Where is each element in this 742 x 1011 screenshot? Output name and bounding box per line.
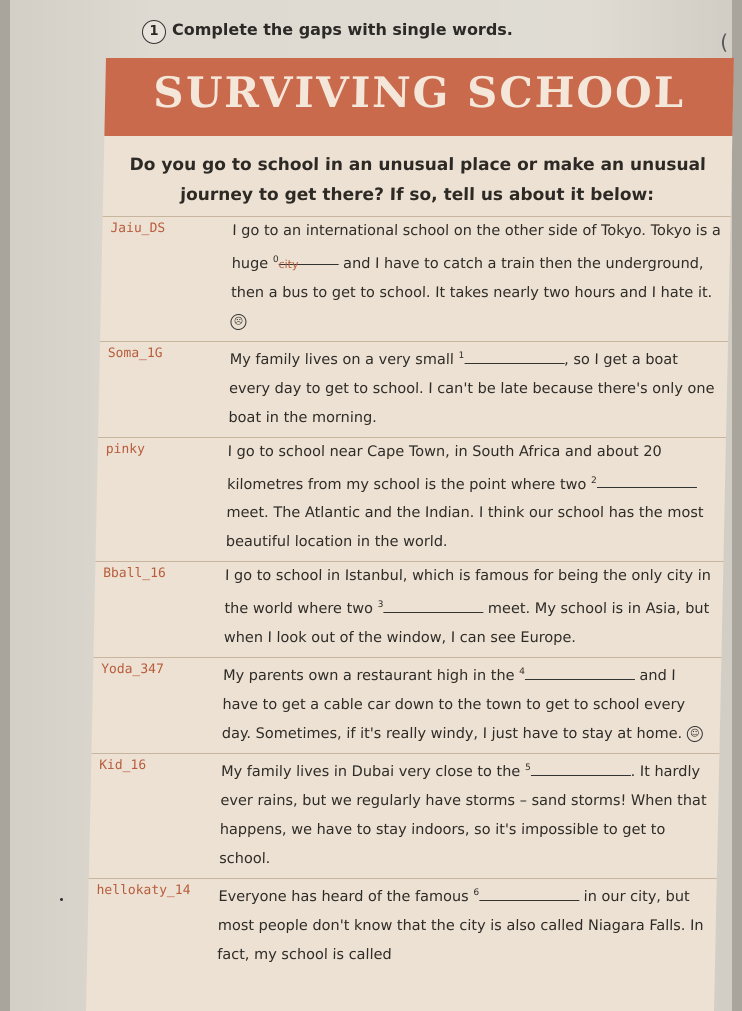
post-text [223, 562, 715, 657]
forum-post [98, 341, 728, 437]
post-text [221, 658, 713, 753]
forum-post [93, 561, 723, 657]
post-username: Jaiu_DS [110, 221, 166, 236]
post-text-after-gap: and I have to get a cable car down to the town to get to school every day. Sometimes, if it's really windy, I just have to stay at home. [221, 668, 686, 743]
forum-post [100, 216, 731, 341]
post-text-before-gap: Everyone has heard of the famous [218, 888, 474, 905]
post-text-after-gap: , so I get a boat every day to get to school. I can't be late because there's only one boat in the morning. [228, 351, 715, 426]
page-edge-mark: ( [720, 30, 728, 54]
gap-blank[interactable] [531, 759, 631, 776]
gap-number: 1 [458, 350, 465, 361]
post-username: pinky [105, 441, 146, 457]
gap-number: 4 [519, 667, 526, 678]
post-text-after-gap: in our city, but most people don't know that the city is also called Niagara Falls. In fact, my school is called [217, 888, 704, 963]
gap-number: 2 [590, 475, 597, 486]
post-text-before-gap: My parents own a restaurant high in the [222, 668, 520, 685]
forum-post [89, 753, 720, 878]
post-text-before-gap: My family lives in Dubai very close to the [220, 763, 526, 780]
page-title: SURVIVING SCHOOL [152, 68, 686, 117]
post-text [228, 342, 720, 437]
post-text-before-gap: I go to school near Cape Town, in South Africa and about 20 kilometres from my school is the point where two [226, 443, 662, 493]
forum-posts [87, 216, 731, 974]
post-text [217, 879, 709, 974]
gap-blank[interactable]: city [279, 250, 339, 265]
forum-post [95, 437, 726, 562]
gap-number: 3 [377, 600, 384, 611]
gap-blank[interactable] [479, 884, 579, 901]
margin-dot [60, 898, 63, 901]
textbook-page [10, 0, 732, 1011]
gap-number: 0 [272, 255, 279, 265]
post-text [230, 217, 723, 341]
gap-blank[interactable] [597, 471, 697, 488]
post-text [225, 438, 718, 562]
post-username: Soma_1G [107, 345, 163, 361]
exercise-number: 1 [142, 20, 166, 44]
post-username: hellokaty_14 [96, 882, 191, 898]
post-username: Yoda_347 [101, 662, 164, 678]
sad-face-icon: ☹ [230, 314, 246, 330]
post-text-after-gap: and I have to catch a train then the underground, then a bus to get to school. It takes nearly two hours and I hate it. [230, 255, 713, 301]
post-text-after-gap: meet. My school is in Asia, but when I look out of the window, I can see Europe. [223, 601, 710, 647]
forum-post [87, 878, 717, 974]
gap-number: 5 [524, 763, 531, 774]
forum-post [91, 657, 721, 753]
post-text-after-gap: . It hardly ever rains, but we regularly have storms – sand storms! When that happens, we have to stay indoors, so it's impossible to get to school. [219, 763, 707, 867]
intro-question: Do you go to school in an unusual place or make an unusual journey to get there? If so, tell us about it below: [129, 155, 707, 205]
title-banner [104, 58, 734, 136]
post-text-before-gap: I go to an international school on the other side of Tokyo. Tokyo is a huge [231, 223, 722, 272]
post-text-before-gap: I go to school in Istanbul, which is famous for being the only city in the world where two [224, 568, 712, 618]
gap-blank[interactable] [525, 663, 635, 680]
surviving-school-card [86, 58, 734, 1011]
post-text-before-gap: My family lives on a very small [229, 351, 459, 368]
post-username: Bball_16 [103, 566, 166, 582]
instruction-text: Complete the gaps with single words. [172, 20, 513, 39]
post-text [219, 754, 712, 878]
gap-blank[interactable] [383, 596, 483, 613]
gap-number: 6 [473, 887, 480, 898]
post-text-after-gap: meet. The Atlantic and the Indian. I think our school has the most beautiful location in the world. [225, 505, 704, 551]
post-username: Kid_16 [99, 758, 147, 774]
exercise-instruction [142, 20, 513, 44]
gap-blank[interactable] [464, 347, 564, 364]
smiley-face-icon: ☺ [687, 726, 703, 742]
